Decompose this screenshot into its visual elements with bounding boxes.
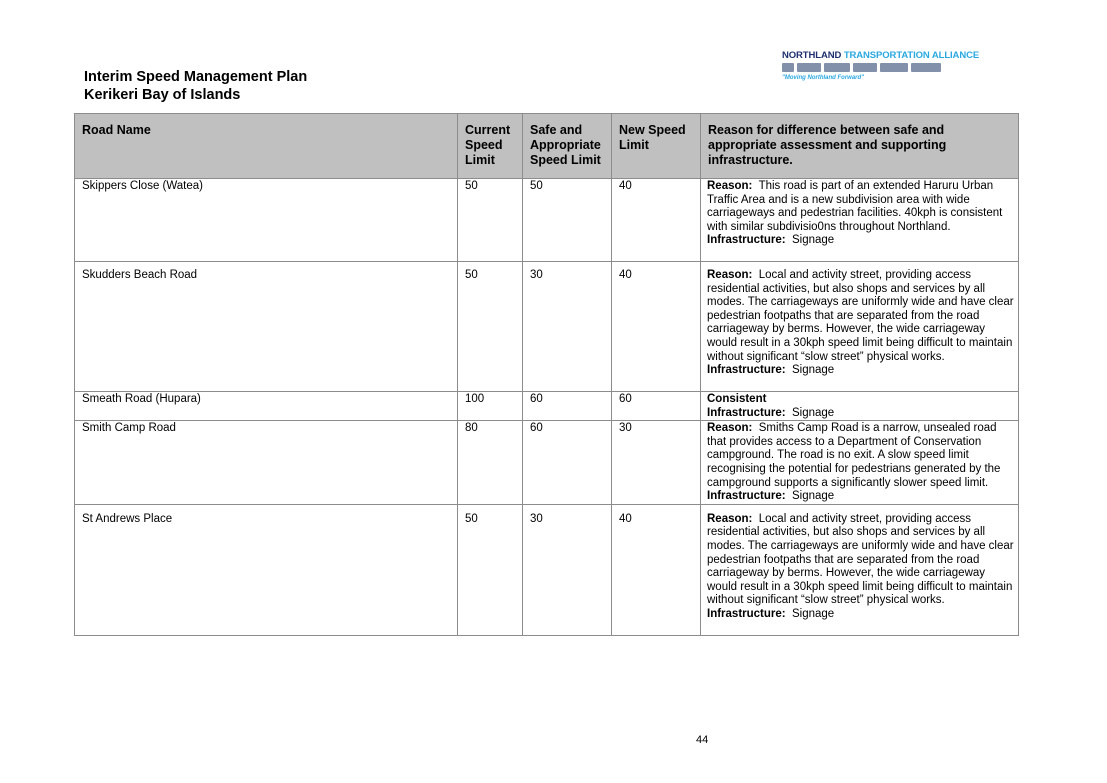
reason-cell <box>701 392 1019 421</box>
reason-text: Local and activity street, providing access residential activities, but also shops and services by all modes. The carriageways are uniformly wide and have clear pedestrian footpaths that are separated from the road carriageway by berms. However, the wide carriageway would result in a 30kph speed limit being difficult to maintain without significant “slow street” physical works. <box>707 512 1014 607</box>
logo-title <box>782 50 980 61</box>
infrastructure-label: Infrastructure: <box>707 406 786 419</box>
table-row <box>75 392 1019 421</box>
title-line-2: Kerikeri Bay of Islands <box>84 87 241 103</box>
reason-cell <box>701 421 1019 505</box>
road-name-cell: Skippers Close (Watea) <box>75 179 458 262</box>
reason-cell <box>701 179 1019 262</box>
safe-limit-cell: 30 <box>523 262 612 392</box>
safe-limit-cell: 50 <box>523 179 612 262</box>
infrastructure-label: Infrastructure: <box>707 234 786 247</box>
header-safe-appropriate-speed-limit: Safe and Appropriate Speed Limit <box>523 114 612 179</box>
table-row <box>75 179 1019 262</box>
safe-limit-cell: 60 <box>523 392 612 421</box>
reason-label: Reason: <box>707 422 753 435</box>
safe-limit-cell: 60 <box>523 421 612 505</box>
reason-text: This road is part of an extended Haruru Urban Traffic Area and is a new subdivision area with wide carriageways and pedestrian facilities. 40kph is consistent with similar subdivisio0ns throughout Northland. <box>707 180 1003 233</box>
partner-logo-icon <box>824 63 850 72</box>
road-name-cell: Smeath Road (Hupara) <box>75 392 458 421</box>
header-current-speed-limit: Current Speed Limit <box>458 114 523 179</box>
infrastructure-label: Infrastructure: <box>707 490 786 503</box>
table-row <box>75 504 1019 635</box>
road-name-cell: Skudders Beach Road <box>75 262 458 392</box>
partner-logo-icon <box>782 63 794 72</box>
reason-cell <box>701 504 1019 635</box>
infrastructure-text: Signage <box>792 406 835 419</box>
infrastructure-text: Signage <box>792 364 835 377</box>
new-limit-cell: 40 <box>612 262 701 392</box>
safe-limit-cell: 30 <box>523 504 612 635</box>
current-limit-cell: 80 <box>458 421 523 505</box>
infrastructure-text: Signage <box>792 490 835 503</box>
header-road-name: Road Name <box>75 114 458 179</box>
logo-name-part1: NORTHLAND <box>782 50 844 61</box>
partner-logos <box>782 63 950 72</box>
partner-logo-icon <box>880 63 908 72</box>
speed-limit-table <box>74 113 1019 636</box>
reason-cell <box>701 262 1019 392</box>
reason-label: Consistent <box>707 393 767 405</box>
road-name-cell: St Andrews Place <box>75 504 458 635</box>
new-limit-cell: 30 <box>612 421 701 505</box>
current-limit-cell: 50 <box>458 262 523 392</box>
title-line-1: Interim Speed Management Plan <box>84 69 308 85</box>
infrastructure-label: Infrastructure: <box>707 607 786 620</box>
document-title <box>84 68 307 104</box>
partner-logo-icon <box>797 63 821 72</box>
current-limit-cell: 100 <box>458 392 523 421</box>
new-limit-cell: 60 <box>612 392 701 421</box>
header-new-speed-limit: New Speed Limit <box>612 114 701 179</box>
infrastructure-text: Signage <box>792 607 835 620</box>
reason-label: Reason: <box>707 269 753 281</box>
header-reason: Reason for difference between safe and appropriate assessment and supporting infrastructure. <box>701 114 1019 179</box>
reason-label: Reason: <box>707 180 753 192</box>
table-row <box>75 262 1019 392</box>
current-limit-cell: 50 <box>458 504 523 635</box>
road-name-cell: Smith Camp Road <box>75 421 458 505</box>
new-limit-cell: 40 <box>612 179 701 262</box>
table-row <box>75 421 1019 505</box>
reason-text: Smiths Camp Road is a narrow, unsealed road that provides access to a Department of Conservation campground. The road is no exit. A slow speed limit recognising the potential for pedestrians generated by the campground supports a significantly slower speed limit. <box>707 422 1001 489</box>
northland-transportation-alliance-logo <box>782 50 980 81</box>
infrastructure-label: Infrastructure: <box>707 364 786 377</box>
partner-logo-icon <box>853 63 877 72</box>
reason-label: Reason: <box>707 512 753 525</box>
table-header-row <box>75 114 1019 179</box>
logo-name-part2: TRANSPORTATION ALLIANCE <box>843 50 980 61</box>
infrastructure-text: Signage <box>792 234 835 247</box>
partner-logo-icon <box>911 63 941 72</box>
logo-tagline: "Moving Northland Forward" <box>782 75 865 81</box>
reason-text: Local and activity street, providing access residential activities, but also shops and services by all modes. The carriageways are uniformly wide and have clear pedestrian footpaths that are separated from the road carriageway by berms. However, the wide carriageway would result in a 30kph speed limit being difficult to maintain without significant “slow street” physical works. <box>707 269 1014 363</box>
current-limit-cell: 50 <box>458 179 523 262</box>
new-limit-cell: 40 <box>612 504 701 635</box>
page-number: 44 <box>696 734 709 746</box>
